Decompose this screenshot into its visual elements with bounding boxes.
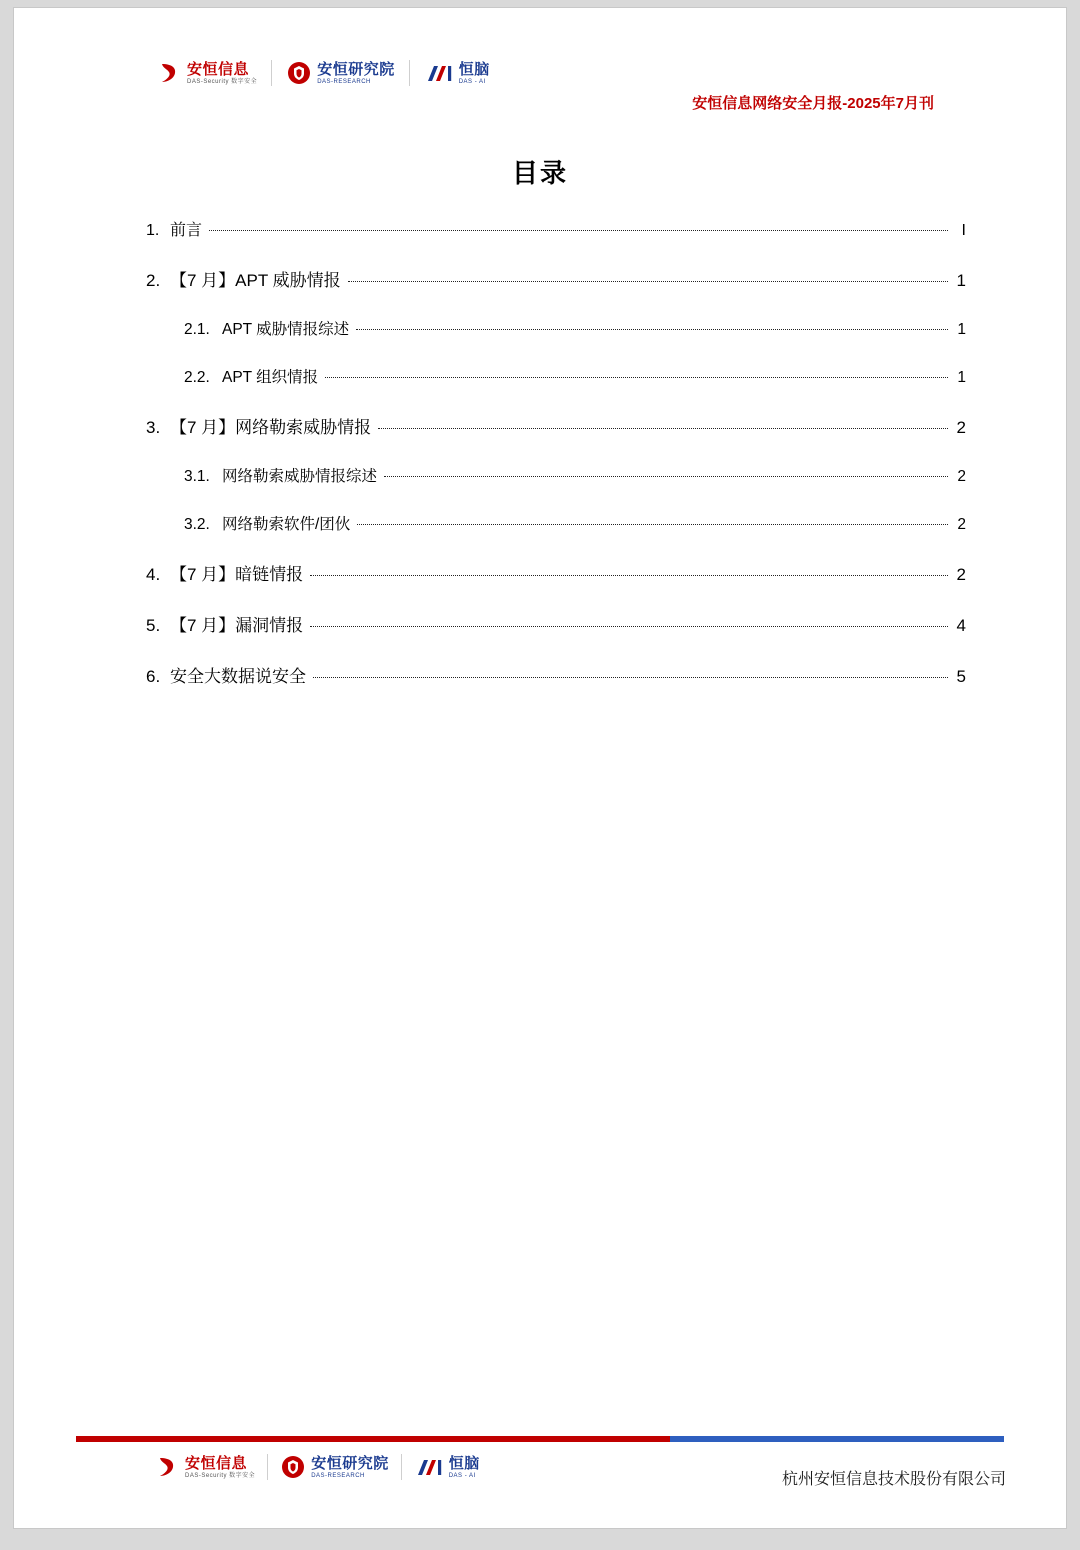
- toc-entry-label: APT 威胁情报综述: [222, 321, 350, 338]
- toc-entry-page: 2: [957, 468, 966, 485]
- logo-das-ai: [424, 60, 490, 86]
- toc-entry-label: 网络勒索软件/团伙: [222, 516, 351, 533]
- toc-entry-number: 2.2.: [184, 369, 210, 386]
- toc-entry-number: 5.: [146, 616, 161, 635]
- toc-leader-dots: [384, 475, 948, 477]
- toc-entry-number: 3.2.: [184, 516, 210, 533]
- footer-bar-blue-segment: [670, 1436, 1004, 1442]
- toc-entry[interactable]: [146, 598, 966, 649]
- footer-logo-das-ai-en: DAS - AI: [448, 1472, 476, 1479]
- page-footer: [14, 1454, 1066, 1500]
- logo-dbappsecurity-en: DAS-Security 数字安全: [187, 78, 258, 85]
- toc-entry-page: 2: [956, 565, 966, 584]
- logo-dbappsecurity: [156, 60, 257, 86]
- toc-entry[interactable]: [146, 213, 966, 253]
- toc-leader-dots: [356, 328, 948, 330]
- das-research-shield-icon: [286, 60, 312, 86]
- footer-logo-das-ai: [414, 1454, 480, 1480]
- toc-entry-number: 4.: [146, 565, 161, 584]
- toc-entry[interactable]: [146, 352, 966, 400]
- toc-leader-dots: [348, 280, 948, 282]
- toc-entry[interactable]: [146, 649, 966, 700]
- das-ai-icon: [424, 60, 454, 86]
- toc-entry-page: 1: [957, 321, 966, 338]
- toc-leader-dots: [209, 229, 948, 231]
- toc-entry-label: 【7 月】APT 威胁情报: [170, 271, 341, 290]
- toc-entry-label: 网络勒索威胁情报综述: [222, 468, 378, 485]
- footer-logo-das-ai-cn: 恒脑: [448, 1454, 480, 1472]
- logo-das-ai-en: DAS - AI: [458, 78, 486, 85]
- logo-dbappsecurity-text: [187, 62, 257, 85]
- toc-entry-label: 【7 月】网络勒索威胁情报: [170, 418, 372, 437]
- footer-logo-das-research: [280, 1454, 389, 1480]
- toc-entry[interactable]: [146, 304, 966, 352]
- document-page: [14, 8, 1066, 1528]
- logo-divider-2: [409, 60, 410, 86]
- logo-das-research-en: DAS-RESEARCH: [317, 78, 371, 85]
- page-title: 目录: [511, 158, 568, 188]
- toc-entry-page: 2: [957, 516, 966, 533]
- das-ai-icon: [414, 1454, 444, 1480]
- toc-entry-page: 1: [957, 369, 966, 386]
- footer-logo-dbappsecurity-text: [185, 1456, 255, 1479]
- toc-entry-page: 2: [956, 418, 966, 437]
- toc-entry-page: 4: [956, 616, 966, 635]
- toc-entry-number: 2.1.: [184, 321, 210, 338]
- footer-logo-das-ai-text: [449, 1456, 480, 1479]
- toc-entry[interactable]: [146, 253, 966, 304]
- footer-logo-das-research-en: DAS-RESEARCH: [311, 1472, 365, 1479]
- footer-divider-bar: [76, 1436, 1004, 1442]
- toc-entry[interactable]: [146, 400, 966, 451]
- header-logo-group: [156, 60, 490, 86]
- dbappsecurity-icon: [154, 1454, 180, 1480]
- toc-entry[interactable]: [146, 499, 966, 547]
- footer-company-name: 杭州安恒信息技术股份有限公司: [781, 1471, 1006, 1488]
- toc-entry-page: 1: [956, 271, 966, 290]
- logo-das-research-text: [317, 62, 395, 85]
- toc-entry-label: 前言: [170, 222, 203, 239]
- dbappsecurity-icon: [156, 60, 182, 86]
- toc-entry-number: 6.: [146, 667, 161, 686]
- toc-entry-page: I: [961, 222, 966, 239]
- logo-das-ai-cn: 恒脑: [458, 60, 490, 78]
- toc-entry-number: 1.: [146, 222, 160, 239]
- logo-das-research-cn: 安恒研究院: [317, 60, 395, 78]
- logo-das-research: [286, 60, 395, 86]
- footer-logo-dbappsecurity-cn: 安恒信息: [185, 1454, 248, 1472]
- toc-entry[interactable]: [146, 547, 966, 598]
- logo-das-ai-text: [459, 62, 490, 85]
- toc-entry-label: 安全大数据说安全: [170, 667, 306, 686]
- toc-entry-label: 【7 月】暗链情报: [170, 565, 304, 584]
- footer-logo-divider-1: [267, 1454, 268, 1480]
- logo-divider-1: [271, 60, 272, 86]
- footer-bar-red-segment: [76, 1436, 670, 1442]
- table-of-contents: [146, 213, 966, 700]
- footer-logo-divider-2: [401, 1454, 402, 1480]
- toc-leader-dots: [310, 574, 948, 576]
- toc-leader-dots: [325, 376, 948, 378]
- toc-entry-number: 2.: [146, 271, 161, 290]
- toc-entry-number: 3.: [146, 418, 161, 437]
- footer-logo-dbappsecurity: [154, 1454, 255, 1480]
- footer-logo-das-research-cn: 安恒研究院: [311, 1454, 389, 1472]
- footer-logo-dbappsecurity-en: DAS-Security 数字安全: [185, 1472, 256, 1479]
- header-title: 安恒信息网络安全月报-2025年7月刊: [692, 95, 934, 112]
- toc-entry-label: APT 组织情报: [222, 369, 319, 386]
- toc-leader-dots: [357, 523, 948, 525]
- footer-logo-das-research-text: [311, 1456, 389, 1479]
- das-research-shield-icon: [280, 1454, 306, 1480]
- toc-entry-number: 3.1.: [184, 468, 210, 485]
- page-header: [14, 60, 1066, 112]
- toc-entry-page: 5: [956, 667, 966, 686]
- footer-logo-group: [154, 1454, 480, 1480]
- logo-dbappsecurity-cn: 安恒信息: [187, 60, 250, 78]
- toc-leader-dots: [378, 427, 948, 429]
- toc-leader-dots: [313, 676, 948, 678]
- toc-leader-dots: [310, 625, 948, 627]
- toc-entry[interactable]: [146, 451, 966, 499]
- toc-entry-label: 【7 月】漏洞情报: [170, 616, 304, 635]
